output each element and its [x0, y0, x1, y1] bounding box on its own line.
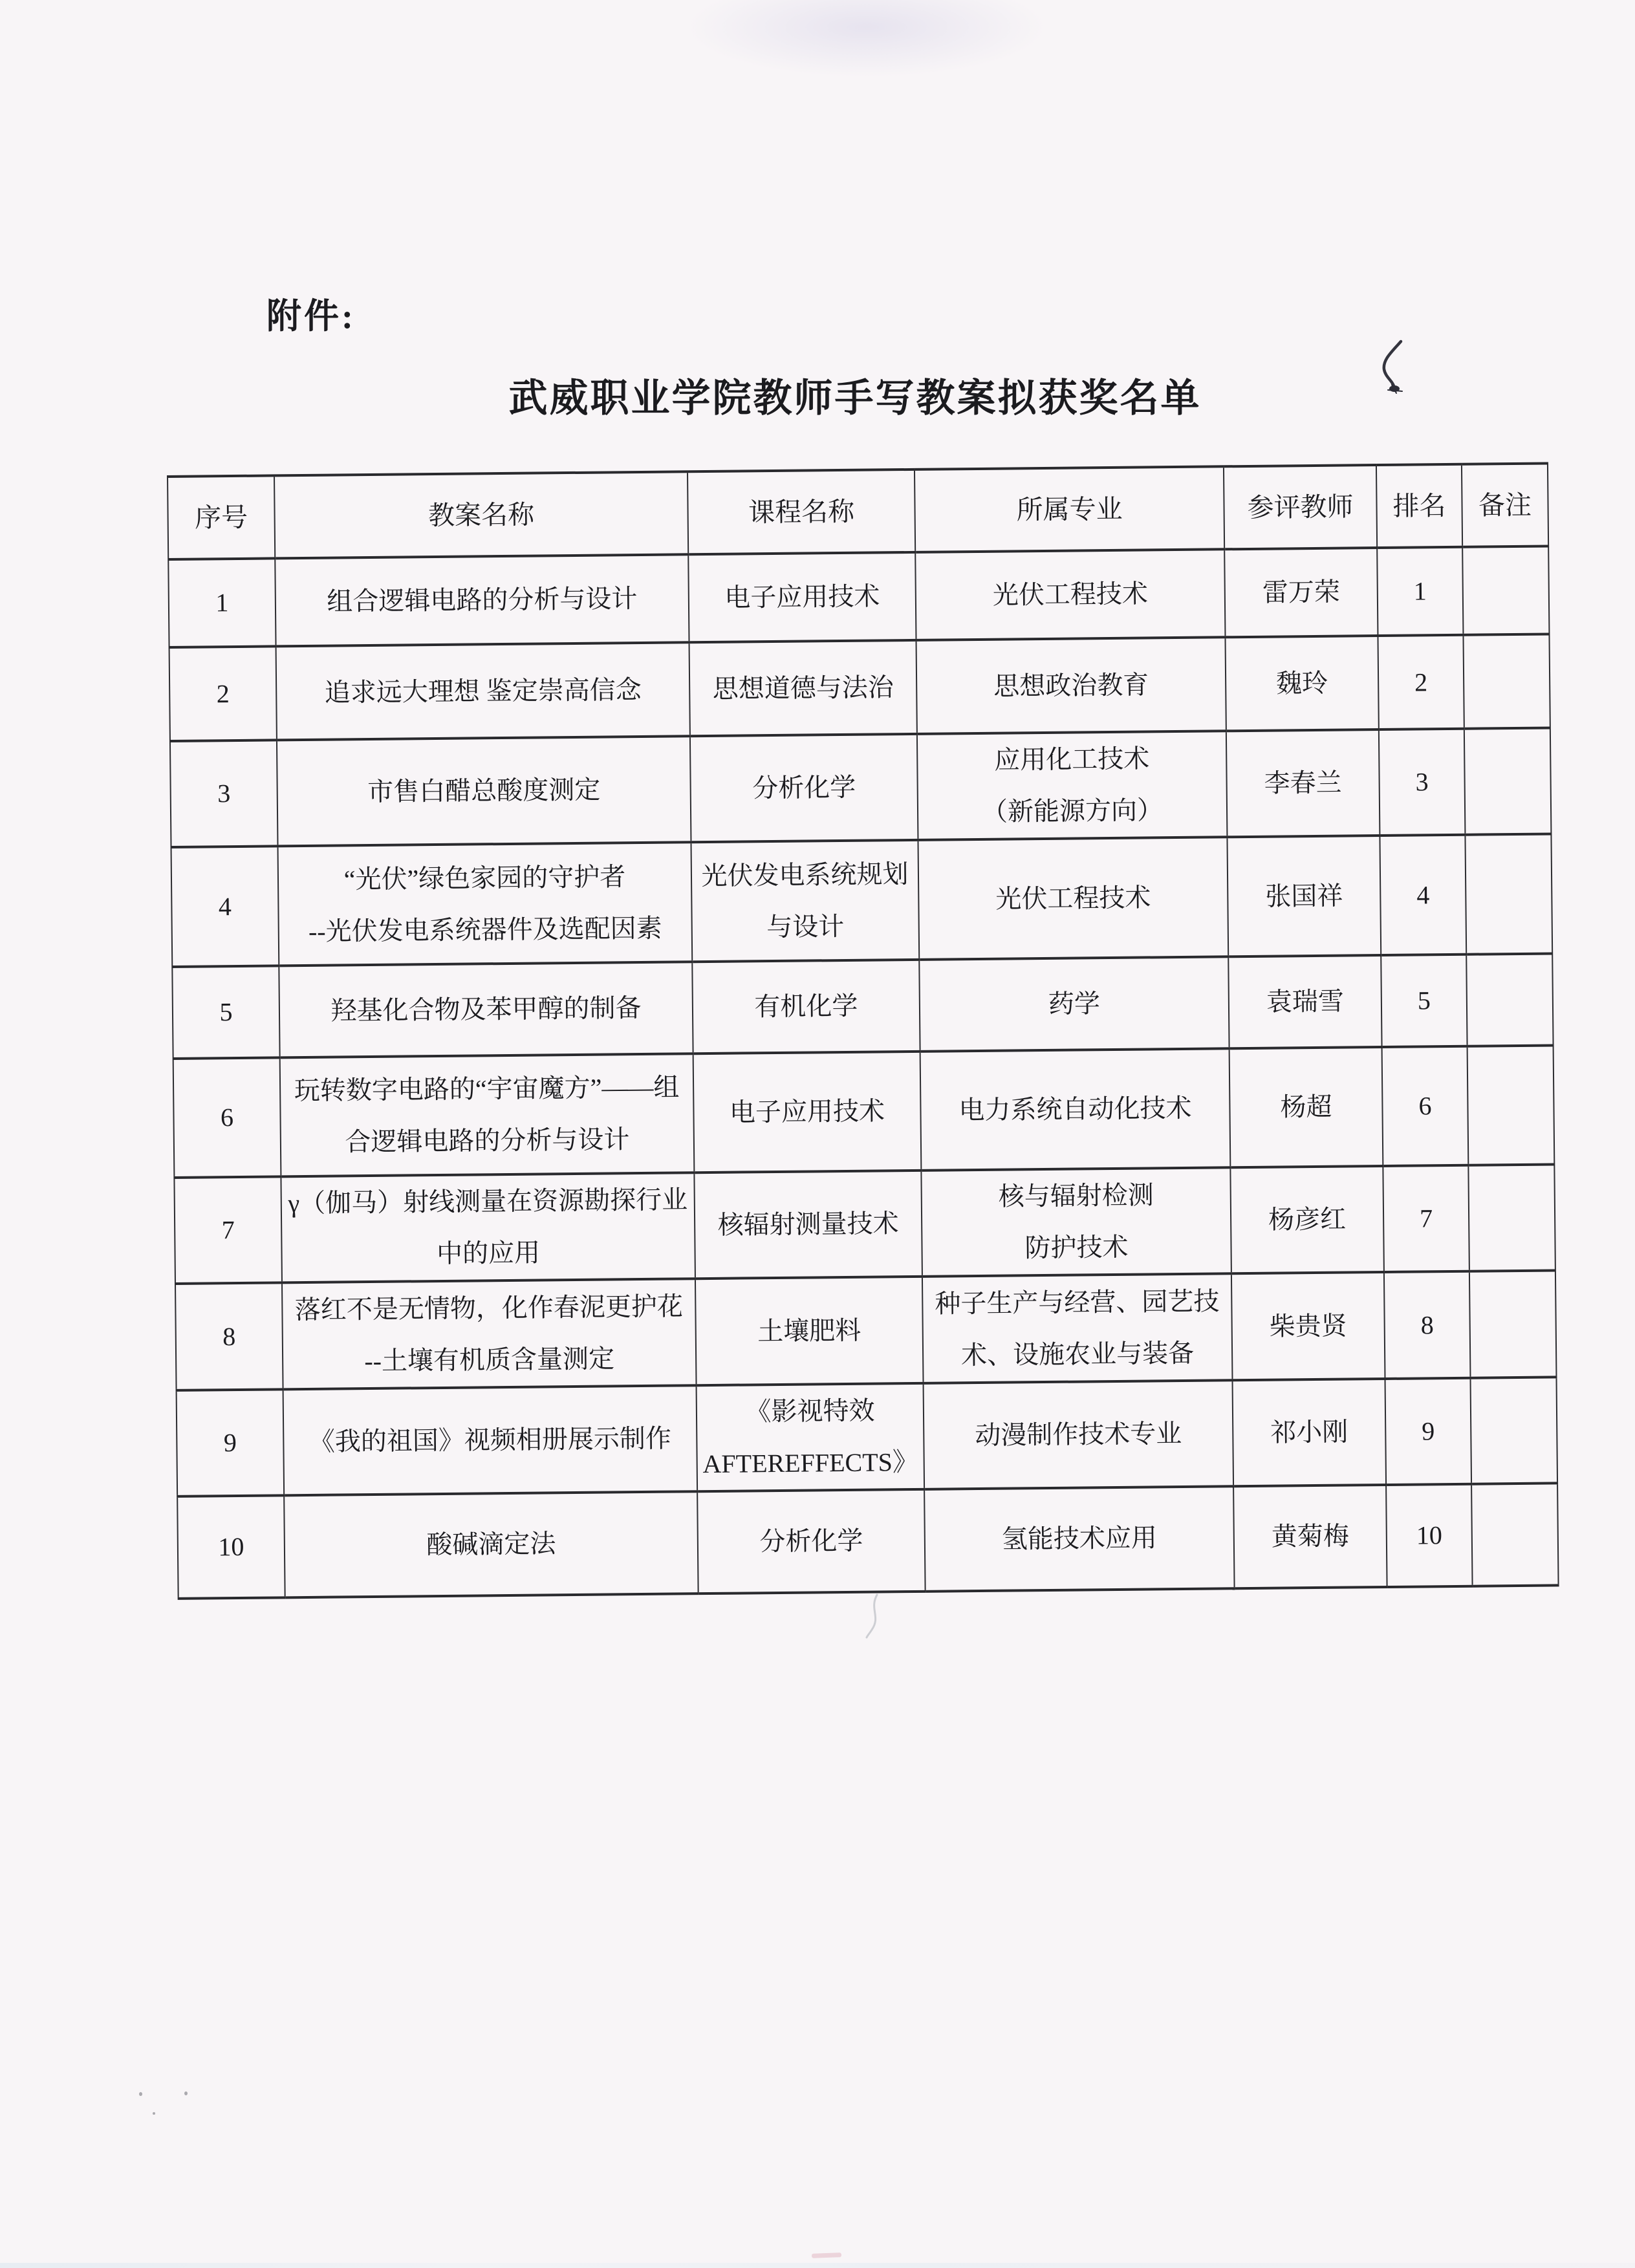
header-major: 所属专业	[915, 466, 1224, 552]
cell-plan-name: γ（伽马）射线测量在资源勘探行业 中的应用	[281, 1172, 695, 1282]
cell-course-name: 电子应用技术	[693, 1052, 922, 1172]
cell-teacher: 柴贵贤	[1231, 1272, 1385, 1380]
cell-teacher: 杨超	[1229, 1047, 1383, 1167]
cell-course-name: 光伏发电系统规划 与设计	[691, 840, 919, 962]
cell-major: 光伏工程技术	[918, 837, 1228, 960]
cell-rank: 8	[1384, 1271, 1471, 1379]
cell-plan-name: 追求远大理想 鉴定崇高信念	[276, 642, 690, 740]
cell-rank: 7	[1383, 1165, 1469, 1272]
cell-note	[1464, 728, 1552, 834]
table-header-row	[168, 464, 1548, 559]
cell-note	[1462, 546, 1549, 634]
header-plan-name: 教案名称	[274, 471, 688, 558]
cell-no: 1	[168, 558, 276, 647]
cell-rank: 3	[1379, 729, 1466, 836]
cell-major: 光伏工程技术	[915, 549, 1225, 640]
cell-plan-name: 《我的祖国》视频相册展示制作	[283, 1385, 698, 1495]
table-row	[171, 834, 1553, 966]
table-row	[177, 1483, 1558, 1598]
pen-checkmark-artifact	[1375, 339, 1415, 397]
cell-note	[1468, 1164, 1555, 1271]
attachment-label: 附件:	[266, 297, 356, 336]
cell-teacher: 杨彦红	[1230, 1166, 1384, 1273]
cell-plan-name: “光伏”绿色家园的守护者 --光伏发电系统器件及选配因素	[278, 842, 693, 966]
cell-teacher: 李春兰	[1226, 729, 1380, 837]
cell-note	[1465, 834, 1552, 954]
table-row	[177, 1377, 1557, 1496]
cell-no: 5	[172, 966, 279, 1059]
cell-course-name: 核辐射测量技术	[694, 1171, 922, 1279]
header-no: 序号	[168, 475, 275, 559]
cell-course-name: 分析化学	[697, 1489, 926, 1593]
cell-major: 应用化工技术 （新能源方向）	[917, 731, 1228, 840]
cell-rank: 6	[1382, 1046, 1469, 1166]
table-row	[170, 728, 1551, 847]
cell-rank: 2	[1378, 635, 1464, 729]
scan-speck	[153, 2112, 155, 2115]
scan-speck	[139, 2092, 142, 2096]
table-row	[175, 1270, 1556, 1390]
pen-smudge-artifact	[852, 1592, 898, 1644]
award-table	[167, 462, 1559, 1599]
cell-note	[1471, 1483, 1559, 1586]
cell-teacher: 祁小刚	[1233, 1379, 1387, 1486]
pink-scan-smudge	[812, 2252, 841, 2258]
cell-major: 动漫制作技术专业	[924, 1380, 1234, 1489]
scan-edge-strip	[0, 2263, 1635, 2268]
cell-major: 思想政治教育	[916, 637, 1226, 734]
cell-teacher: 黄菊梅	[1233, 1485, 1387, 1588]
scanner-bleed-artifact	[686, 0, 1048, 78]
table-row	[172, 953, 1553, 1058]
cell-major: 核与辐射检测 防护技术	[921, 1167, 1231, 1277]
table-row	[173, 1045, 1555, 1177]
cell-no: 7	[174, 1176, 282, 1284]
cell-no: 9	[177, 1389, 285, 1496]
cell-note	[1469, 1270, 1557, 1377]
table-row	[174, 1164, 1555, 1283]
cell-plan-name: 羟基化合物及苯甲醇的制备	[279, 962, 693, 1057]
cell-rank: 5	[1381, 955, 1467, 1047]
cell-note	[1463, 634, 1550, 728]
cell-note	[1470, 1377, 1557, 1484]
header-note: 备注	[1462, 464, 1548, 547]
cell-course-name: 分析化学	[690, 734, 918, 842]
cell-no: 10	[177, 1495, 285, 1599]
cell-no: 6	[173, 1057, 281, 1178]
cell-major: 种子生产与经营、园艺技 术、设施农业与装备	[922, 1273, 1233, 1383]
cell-no: 3	[170, 740, 278, 847]
cell-plan-name: 市售白醋总酸度测定	[277, 736, 691, 846]
cell-teacher: 张国祥	[1227, 836, 1381, 956]
scan-speck	[184, 2091, 188, 2095]
cell-major: 药学	[919, 956, 1229, 1052]
cell-rank: 10	[1386, 1484, 1473, 1587]
cell-rank: 9	[1385, 1378, 1471, 1485]
cell-major: 电力系统自动化技术	[920, 1048, 1231, 1171]
cell-plan-name: 组合逻辑电路的分析与设计	[275, 554, 689, 646]
header-rank: 排名	[1376, 464, 1462, 548]
cell-teacher: 魏玲	[1225, 636, 1378, 731]
header-teacher: 参评教师	[1224, 465, 1377, 549]
cell-plan-name: 玩转数字电路的“宇宙魔方”——组 合逻辑电路的分析与设计	[280, 1053, 695, 1176]
cell-plan-name: 酸碱滴定法	[284, 1491, 698, 1597]
header-course-name: 课程名称	[688, 470, 915, 554]
cell-teacher: 雷万荣	[1224, 548, 1378, 637]
cell-major: 氢能技术应用	[924, 1486, 1234, 1592]
page-title: 武威职业学院教师手写教案拟获奖名单	[508, 377, 1202, 420]
cell-course-name: 土壤肥料	[695, 1277, 924, 1385]
cell-course-name: 有机化学	[692, 960, 920, 1053]
cell-plan-name: 落红不是无情物，化作春泥更护花 --土壤有机质含量测定	[282, 1279, 697, 1389]
cell-no: 8	[175, 1282, 283, 1390]
cell-course-name: 思想道德与法治	[689, 640, 917, 736]
cell-no: 4	[171, 846, 279, 967]
cell-note	[1467, 1045, 1555, 1165]
cell-rank: 1	[1377, 547, 1463, 636]
cell-course-name: 《影视特效 AFTEREFFECTS》	[697, 1383, 925, 1491]
table-row	[168, 546, 1549, 647]
table-row	[169, 634, 1550, 740]
cell-course-name: 电子应用技术	[688, 552, 916, 642]
cell-rank: 4	[1380, 835, 1466, 955]
cell-note	[1466, 953, 1553, 1046]
cell-no: 2	[169, 646, 277, 741]
cell-teacher: 袁瑞雪	[1228, 955, 1381, 1048]
